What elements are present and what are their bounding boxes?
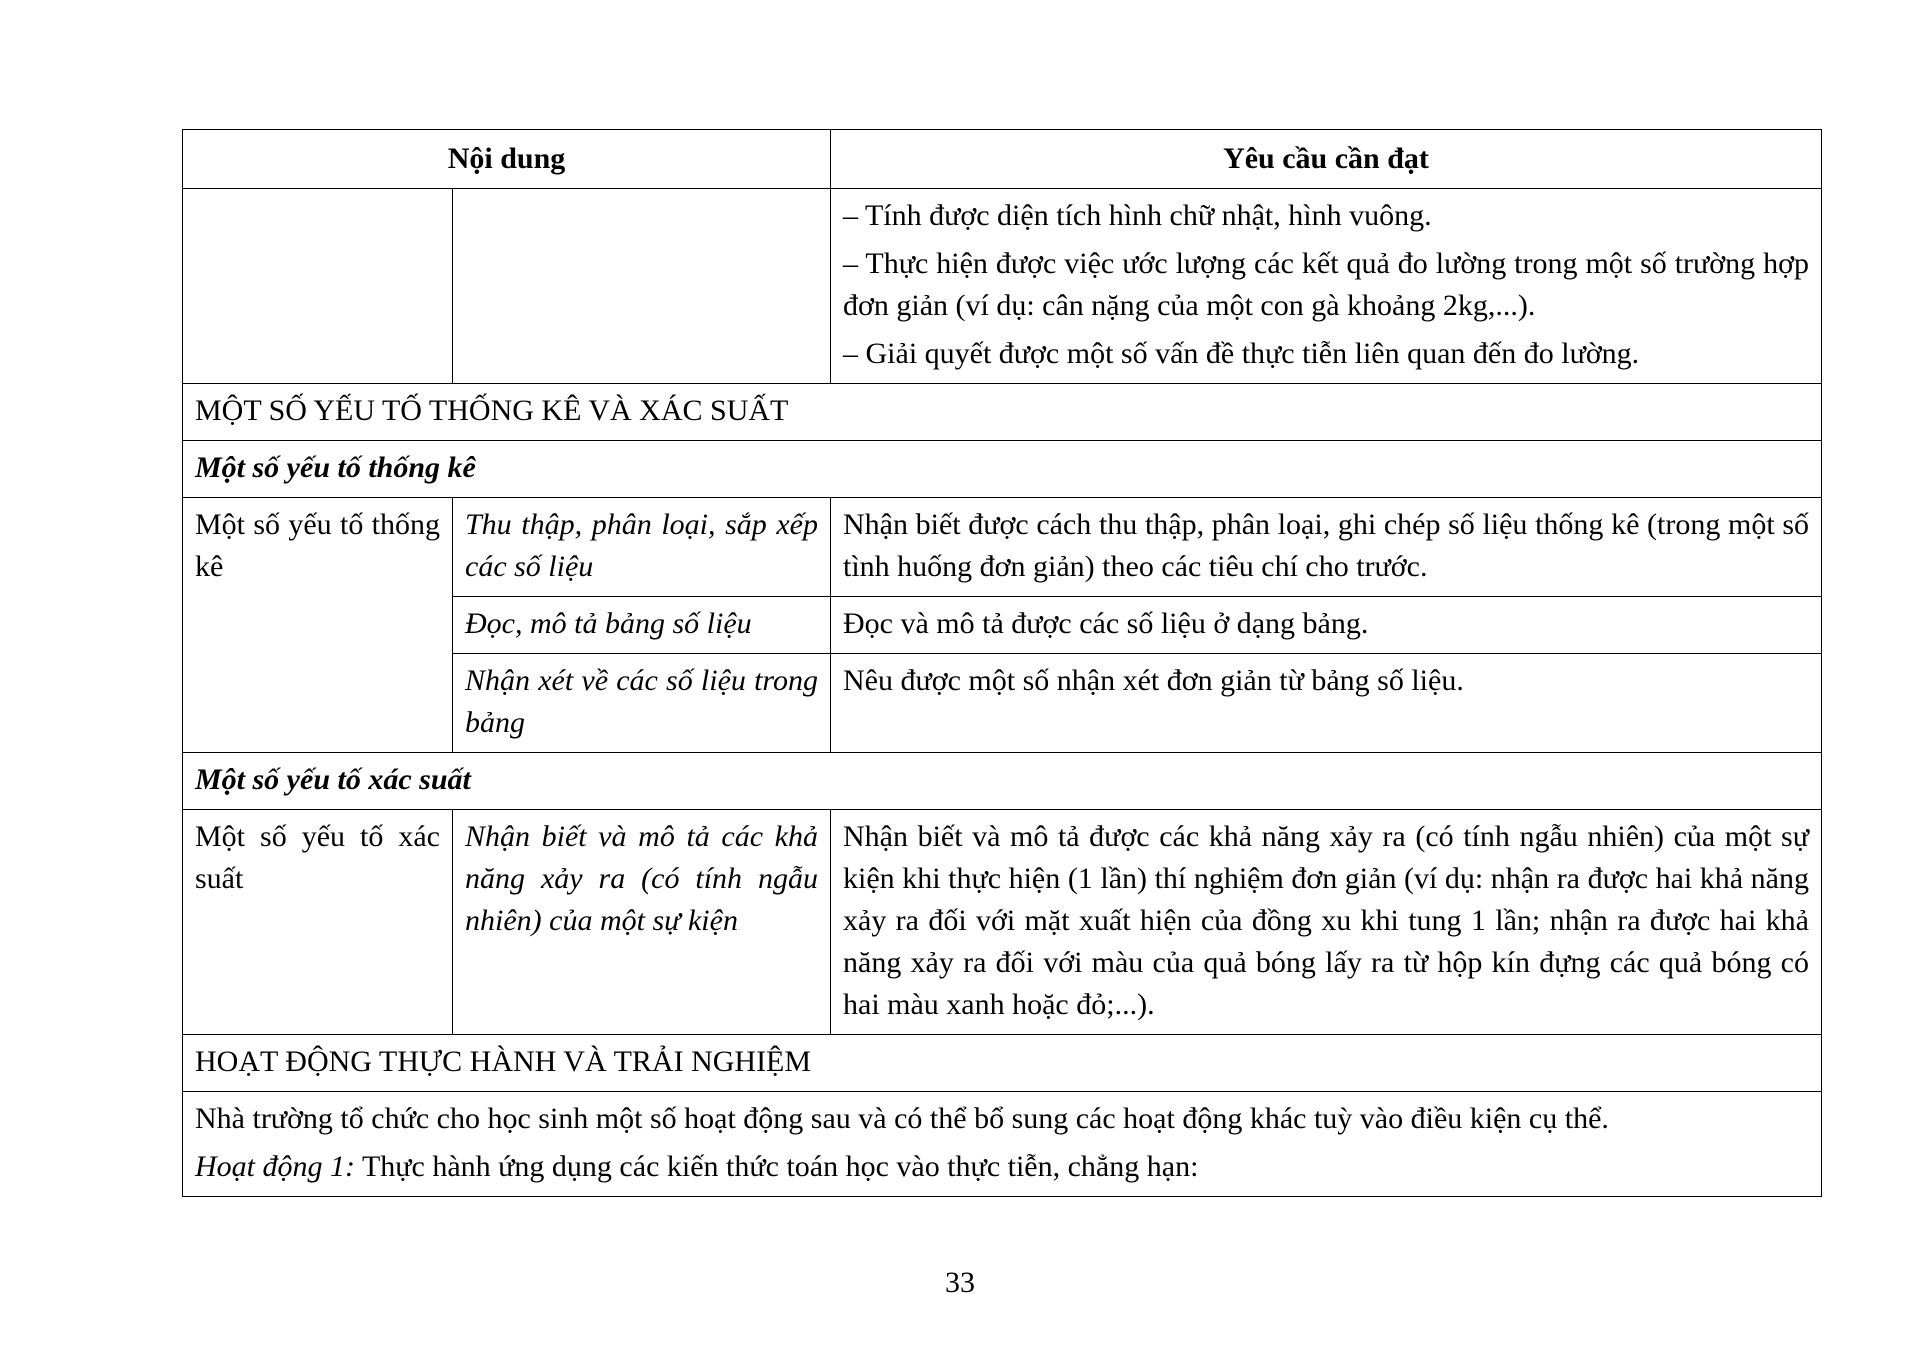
subtopic-cell: Nhận xét về các số liệu trong bảng	[453, 654, 831, 753]
requirement-cell: Nhận biết và mô tả được các khả năng xảy ra (có tính ngẫu nhiên) của một sự kiện khi thực hiện (1 lần) thí nghiệm đơn giản (ví dụ: nhận ra được hai khả năng xảy ra đối với mặt xuất hiện của đồng xu khi tung 1 lần; nhận ra được hai khả năng xảy ra đối với màu của quả bóng lấy ra từ hộp kín đựng các quả bóng có hai màu xanh hoặc đỏ;...).	[831, 810, 1822, 1035]
practice-row	[183, 1092, 1822, 1197]
header-content: Nội dung	[183, 130, 831, 189]
probability-topic: Một số yếu tố xác suất	[183, 810, 453, 1035]
statistics-heading: Một số yếu tố thống kê	[183, 441, 1822, 498]
subsection-row	[183, 753, 1822, 810]
requirement-cell: Nhận biết được cách thu thập, phân loại, ghi chép số liệu thống kê (trong một số tình huống đơn giản) theo các tiêu chí cho trước.	[831, 498, 1822, 597]
measurement-requirements	[831, 189, 1822, 384]
header-requirements: Yêu cầu cần đạt	[831, 130, 1822, 189]
requirement-item: – Tính được diện tích hình chữ nhật, hình vuông.	[843, 199, 1432, 232]
section-title: MỘT SỐ YẾU TỐ THỐNG KÊ VÀ XÁC SUẤT	[183, 384, 1822, 441]
table-row	[183, 810, 1822, 1035]
statistics-topic: Một số yếu tố thống kê	[183, 498, 453, 753]
activity-line	[195, 1146, 1809, 1188]
table-row	[183, 498, 1822, 597]
activity-text: Thực hành ứng dụng các kiến thức toán học vào thực tiễn, chẳng hạn:	[355, 1150, 1199, 1183]
section-title: HOẠT ĐỘNG THỰC HÀNH VÀ TRẢI NGHIỆM	[183, 1035, 1822, 1092]
requirement-item: – Giải quyết được một số vấn đề thực tiễn liên quan đến đo lường.	[843, 337, 1640, 370]
requirement-item: – Thực hiện được việc ước lượng các kết quả đo lường trong một số trường hợp đơn giản (ví dụ: cân nặng của một con gà khoảng 2kg,...).	[843, 247, 1809, 322]
probability-heading: Một số yếu tố xác suất	[183, 753, 1822, 810]
curriculum-table	[182, 129, 1822, 1197]
page-number: 33	[945, 1266, 975, 1299]
requirement-cell: Nêu được một số nhận xét đơn giản từ bảng số liệu.	[831, 654, 1822, 753]
subtopic-cell: Nhận biết và mô tả các khả năng xảy ra (có tính ngẫu nhiên) của một sự kiện	[453, 810, 831, 1035]
measurement-continuation-row	[183, 189, 1822, 384]
subtopic-cell: Đọc, mô tả bảng số liệu	[453, 597, 831, 654]
section-row	[183, 1035, 1822, 1092]
section-row	[183, 384, 1822, 441]
empty-subtopic-cell	[453, 189, 831, 384]
requirement-cell: Đọc và mô tả được các số liệu ở dạng bảng.	[831, 597, 1822, 654]
subtopic-cell: Thu thập, phân loại, sắp xếp các số liệu	[453, 498, 831, 597]
practice-cell	[183, 1092, 1822, 1197]
practice-intro: Nhà trường tổ chức cho học sinh một số hoạt động sau và có thể bổ sung các hoạt động khác tuỳ vào điều kiện cụ thể.	[195, 1102, 1609, 1135]
table-header-row	[183, 130, 1822, 189]
subsection-row	[183, 441, 1822, 498]
activity-label: Hoạt động 1:	[195, 1150, 355, 1183]
empty-topic-cell	[183, 189, 453, 384]
